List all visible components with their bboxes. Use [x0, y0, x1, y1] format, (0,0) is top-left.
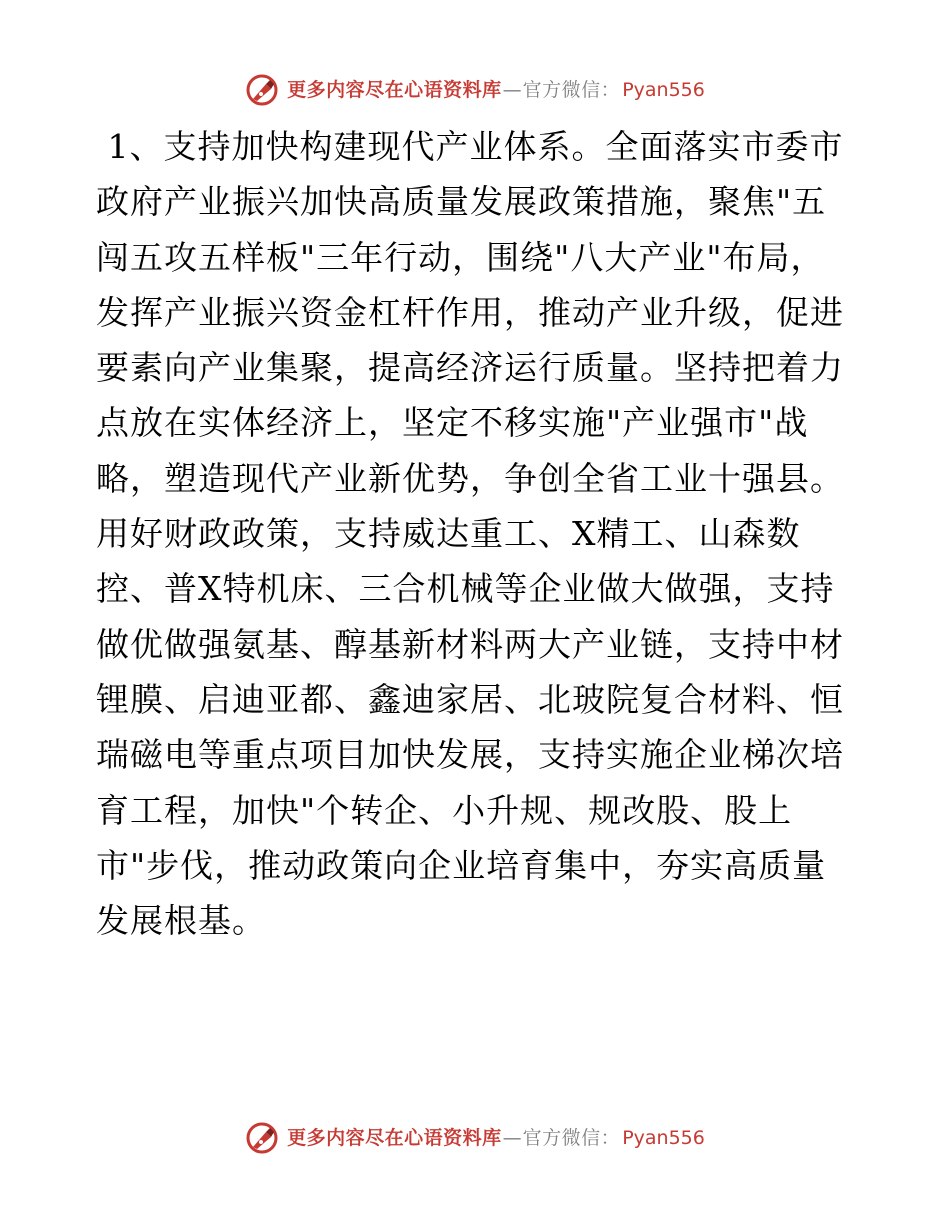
pen-nib-logo-icon	[245, 73, 279, 107]
footer-banner	[0, 1118, 950, 1158]
body-paragraph: 1、支持加快构建现代产业体系。全面落实市委市政府产业振兴加快高质量发展政策措施，聚焦"五闯五攻五样板"三年行动，围绕"八大产业"布局，发挥产业振兴资金杠杆作用，推动产业升级，促进要素向产业集聚，提高经济运行质量。坚持把着力点放在实体经济上，坚定不移实施"产业强市"战略，塑造现代产业新优势，争创全省工业十强县。用好财政政策，支持威达重工、X精工、山森数控、普X特机床、三合机械等企业做大做强，支持做优做强氨基、醇基新材料两大产业链，支持中材锂膜、启迪亚都、鑫迪家居、北玻院复合材料、恒瑞磁电等重点项目加快发展，支持实施企业梯次培育工程，加快"个转企、小升规、规改股、股上市"步伐，推动政策向企业培育集中，夯实高质量发展根基。	[96, 127, 844, 941]
header-banner-label: 官方微信：	[522, 78, 621, 101]
header-banner-id: Pyan556	[622, 78, 705, 101]
pen-nib-logo-icon	[245, 1121, 279, 1155]
header-banner-separator: —	[502, 78, 522, 101]
footer-banner-id: Pyan556	[622, 1126, 705, 1149]
footer-banner-label: 官方微信：	[522, 1126, 621, 1149]
document-body	[96, 119, 854, 948]
header-banner-text	[287, 78, 705, 101]
header-banner-main: 更多内容尽在心语资料库	[287, 78, 502, 101]
footer-banner-separator: —	[502, 1126, 522, 1149]
footer-banner-text	[287, 1126, 705, 1149]
header-banner	[0, 70, 950, 110]
footer-banner-main: 更多内容尽在心语资料库	[287, 1126, 502, 1149]
